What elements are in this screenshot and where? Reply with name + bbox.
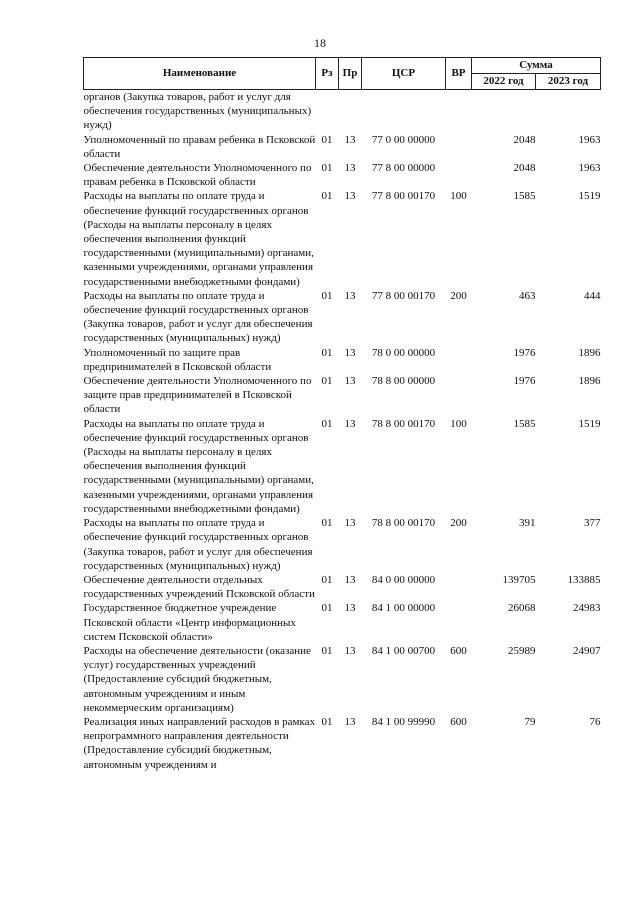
cell-s2022: 79 (524, 715, 536, 728)
cell-s2022: 26068 (508, 602, 536, 615)
cell-name: Обеспечение деятельности Уполномоченного по правам ребенка в Псковской области (83, 162, 312, 189)
cell-s2022: 2048 (513, 162, 536, 175)
cell-pr: 13 (344, 644, 356, 657)
cell-pr: 13 (344, 375, 356, 388)
cell-pr: 13 (344, 417, 356, 430)
cell-pr: 13 (344, 190, 356, 203)
cell-s2023: 1963 (578, 133, 601, 146)
cell-name: Уполномоченный по защите прав предпринимателей в Псковской области (83, 346, 272, 373)
cell-name: Реализация иных направлений расходов в рамках непрограммного направления деятельности (Предоставление субсидий бюджетным, автономным учреждениям и (83, 715, 316, 771)
cell-rz: 01 (321, 417, 333, 430)
cell-vr (446, 90, 472, 133)
table-row (84, 90, 601, 133)
cell-vr: 100 (450, 190, 467, 203)
cell-s2022: 1585 (513, 417, 536, 430)
cell-rz: 01 (321, 346, 333, 359)
cell-name: Расходы на выплаты по оплате труда и обеспечение функций государственных органов (Закупка товаров, работ и услуг для обеспечения государственных (муниципальных) нужд) (83, 289, 313, 345)
cell-s2022: 391 (519, 517, 536, 530)
cell-s2022: 463 (519, 289, 536, 302)
cell-vr: 200 (450, 517, 467, 530)
cell-name: Расходы на выплаты по оплате труда и обеспечение функций государственных органов (Расходы на выплаты персоналу в целях обеспечения выполнения функций государственными (муниципальными) органами, казенными учреждениями, органами управления государственными внебюджетными фондами) (83, 417, 314, 515)
header-csr: ЦСР (362, 58, 446, 90)
cell-csr: 84 1 00 99990 (371, 715, 436, 728)
header-year-2022: 2022 год (472, 74, 536, 90)
cell-pr: 13 (344, 133, 356, 146)
cell-csr: 77 8 00 00170 (371, 190, 436, 203)
cell-csr (362, 90, 446, 133)
cell-csr: 78 8 00 00170 (371, 417, 436, 430)
cell-s2022 (472, 90, 536, 133)
cell-rz: 01 (321, 375, 333, 388)
cell-pr: 13 (344, 602, 356, 615)
table-row (84, 715, 601, 772)
cell-pr: 13 (344, 715, 356, 728)
cell-csr: 77 8 00 00000 (371, 162, 436, 175)
cell-s2022: 1585 (513, 190, 536, 203)
cell-s2023: 24983 (573, 602, 601, 615)
cell-rz: 01 (321, 190, 333, 203)
cell-rz (316, 90, 339, 133)
header-vr: ВР (446, 58, 472, 90)
cell-csr: 77 0 00 00000 (371, 133, 436, 146)
cell-csr: 84 0 00 00000 (371, 573, 436, 586)
header-rz: Рз (316, 58, 339, 90)
cell-rz: 01 (321, 162, 333, 175)
header-name: Наименование (84, 58, 316, 90)
cell-s2022: 1976 (513, 346, 536, 359)
cell-s2023: 444 (584, 289, 601, 302)
cell-rz: 01 (321, 517, 333, 530)
cell-s2023: 1896 (578, 346, 601, 359)
cell-vr (446, 601, 472, 644)
cell-name: Расходы на выплаты по оплате труда и обеспечение функций государственных органов (Расходы на выплаты персоналу в целях обеспечения выполнения функций государственными (муниципальными) органами, казенными учреждениями, органами управления государственными внебюджетными фондами) (83, 190, 314, 288)
header-year-2023: 2023 год (536, 74, 601, 90)
cell-rz: 01 (321, 573, 333, 586)
cell-s2023 (536, 90, 601, 133)
cell-rz: 01 (321, 715, 333, 728)
cell-vr: 200 (450, 289, 467, 302)
table-row (84, 289, 601, 346)
cell-csr: 78 8 00 00170 (371, 517, 436, 530)
cell-name: Уполномоченный по правам ребенка в Псковской области (83, 133, 316, 160)
cell-name: Расходы на выплаты по оплате труда и обеспечение функций государственных органов (Закупка товаров, работ и услуг для обеспечения государственных (муниципальных) нужд) (83, 517, 313, 572)
cell-pr: 13 (344, 517, 356, 530)
cell-vr (446, 573, 472, 601)
cell-pr: 13 (344, 162, 356, 175)
table-row (84, 189, 601, 288)
table-row (84, 601, 601, 644)
header-sum: Сумма (472, 58, 601, 74)
cell-pr: 13 (344, 289, 356, 302)
cell-rz: 01 (321, 133, 333, 146)
cell-name: Обеспечение деятельности Уполномоченного по защите прав предпринимателей в Псковской области (83, 375, 312, 416)
cell-name: Государственное бюджетное учреждение Псковской области «Центр информационных систем Псковской области» (83, 602, 296, 643)
cell-s2022: 2048 (513, 133, 536, 146)
cell-csr: 84 1 00 00700 (371, 644, 436, 657)
cell-s2022: 25989 (508, 644, 536, 657)
cell-vr: 600 (450, 644, 467, 657)
cell-name: Обеспечение деятельности отдельных государственных учреждений Псковской области (83, 573, 315, 601)
cell-vr: 100 (450, 417, 467, 430)
cell-vr (446, 161, 472, 189)
cell-pr: 13 (344, 346, 356, 359)
table-row (84, 133, 601, 161)
table-row (84, 417, 601, 516)
cell-s2023: 133885 (567, 573, 601, 586)
cell-csr: 84 1 00 00000 (371, 602, 436, 615)
table-row (84, 374, 601, 417)
table-row (84, 161, 601, 189)
cell-pr: 13 (344, 573, 356, 586)
cell-s2023: 24907 (573, 644, 601, 657)
budget-table (83, 57, 601, 772)
cell-s2023: 1519 (578, 190, 601, 203)
cell-rz: 01 (321, 602, 333, 615)
cell-csr: 78 0 00 00000 (371, 346, 436, 359)
cell-csr: 78 8 00 00000 (371, 375, 436, 388)
cell-s2022: 139705 (502, 573, 536, 586)
cell-name: органов (Закупка товаров, работ и услуг для обеспечения государственных (муниципальных) нужд) (83, 91, 312, 132)
cell-name: Расходы на обеспечение деятельности (оказание услуг) государственных учреждений (Предоставление субсидий бюджетным, автономным учреждениям и иным некоммерческим организациям) (83, 644, 311, 714)
table-body (84, 90, 601, 772)
cell-s2023: 1963 (578, 162, 601, 175)
cell-vr (446, 133, 472, 161)
cell-s2023: 377 (584, 517, 601, 530)
cell-vr: 600 (450, 715, 467, 728)
table-row (84, 573, 601, 601)
cell-vr (446, 374, 472, 417)
cell-vr (446, 346, 472, 374)
cell-s2022: 1976 (513, 375, 536, 388)
page-number: 18 (314, 36, 326, 50)
table-row (84, 346, 601, 374)
cell-s2023: 1519 (578, 417, 601, 430)
cell-csr: 77 8 00 00170 (371, 289, 436, 302)
table-row (84, 516, 601, 573)
header-pr: Пр (339, 58, 362, 90)
cell-s2023: 76 (589, 715, 601, 728)
cell-pr (339, 90, 362, 133)
table-row (84, 644, 601, 715)
cell-rz: 01 (321, 289, 333, 302)
table-header-row-1 (84, 58, 601, 74)
cell-s2023: 1896 (578, 375, 601, 388)
cell-rz: 01 (321, 644, 333, 657)
